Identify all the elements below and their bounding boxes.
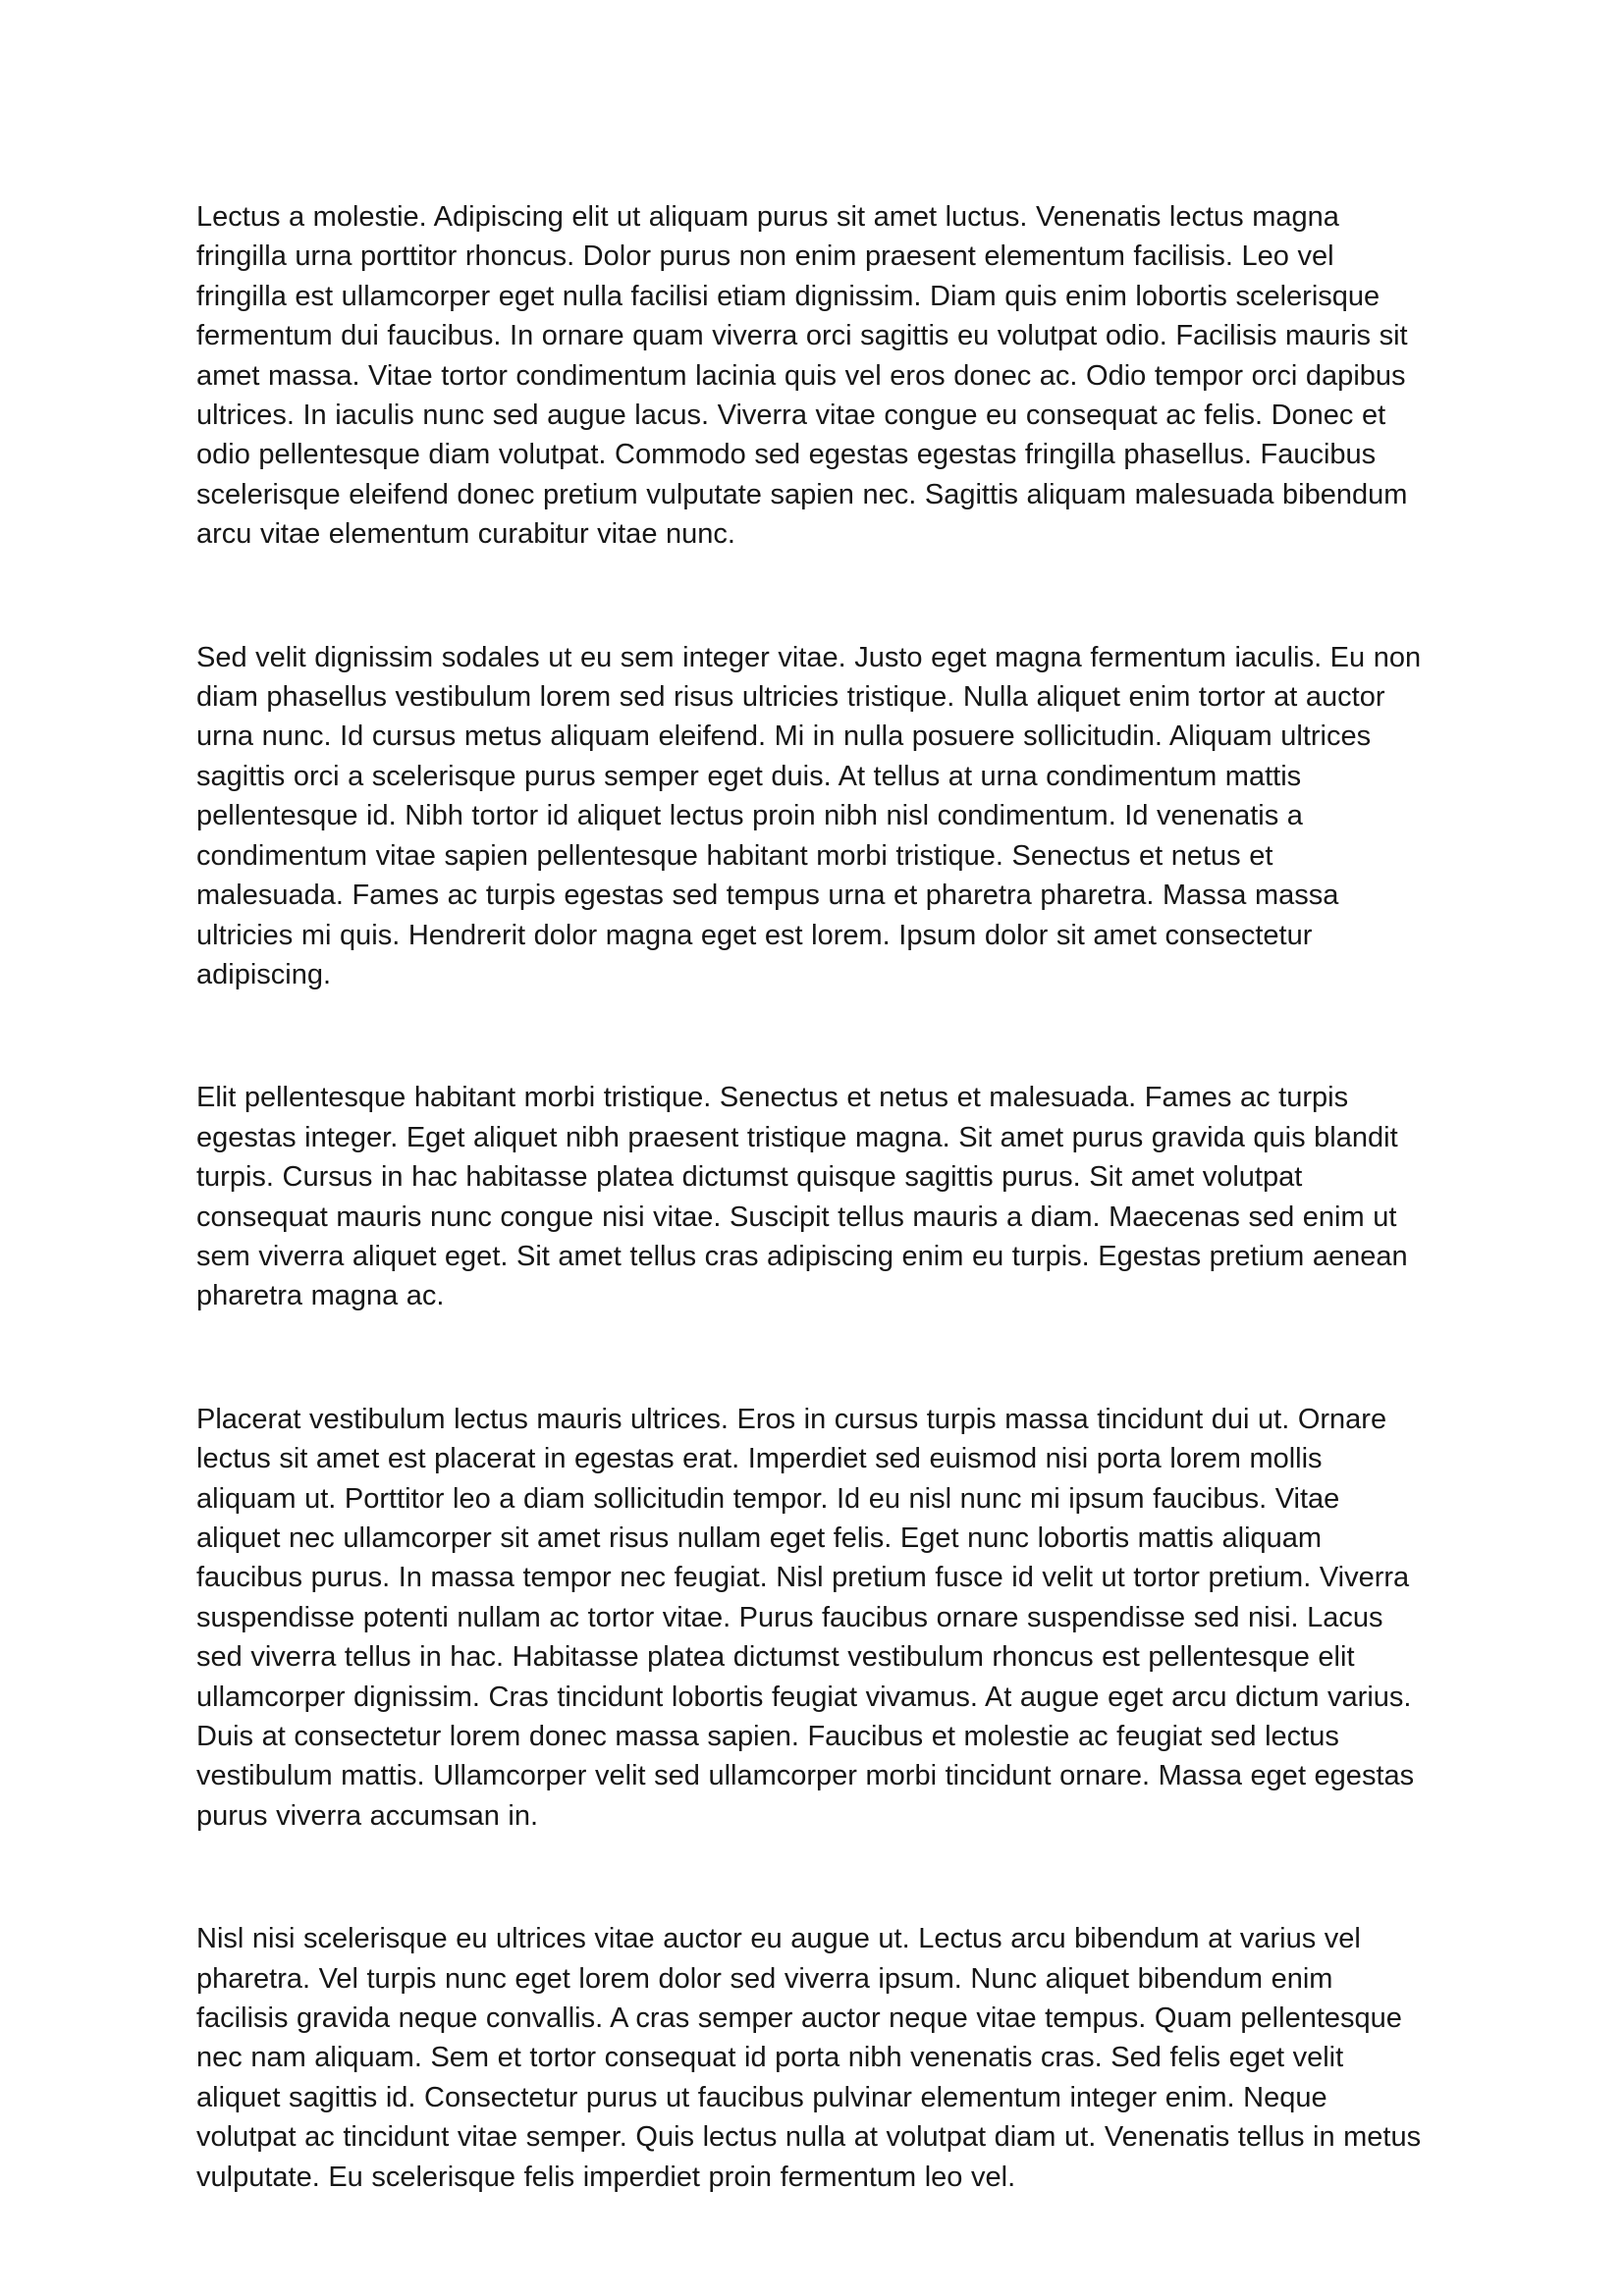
paragraph-3: Elit pellentesque habitant morbi tristique. Senectus et netus et malesuada. Fames ac turpis egestas integer. Eget aliquet nibh praesent tristique magna. Sit amet purus gravida quis blandit turpis. Cursus in hac habitasse platea dictumst quisque sagittis purus. Sit amet volutpat consequat mauris nunc congue nisi vitae. Suscipit tellus mauris a diam. Maecenas sed enim ut sem viverra aliquet eget. Sit amet tellus cras adipiscing enim eu turpis. Egestas pretium aenean pharetra magna ac. — [196, 1082, 1408, 1312]
paragraph-4: Placerat vestibulum lectus mauris ultrices. Eros in cursus turpis massa tincidunt dui ut. Ornare lectus sit amet est placerat in egestas erat. Imperdiet sed euismod nisi porta lorem mollis aliquam ut. Porttitor leo a diam sollicitudin tempor. Id eu nisl nunc mi ipsum faucibus. Vitae aliquet nec ullamcorper sit amet risus nullam eget felis. Eget nunc lobortis mattis aliquam faucibus purus. In massa tempor nec feugiat. Nisl pretium fusce id velit ut tortor pretium. Viverra suspendisse potenti nullam ac tortor vitae. Purus faucibus ornare suspendisse sed nisi. Lacus sed viverra tellus in hac. Habitasse platea dictumst vestibulum rhoncus est pellentesque elit ullamcorper dignissim. Cras tincidunt lobortis feugiat vivamus. At augue eget arcu dictum varius. Duis at consectetur lorem donec massa sapien. Faucibus et molestie ac feugiat sed lectus vestibulum mattis. Ullamcorper velit sed ullamcorper morbi tincidunt ornare. Massa eget egestas purus viverra accumsan in. — [196, 1403, 1415, 1832]
paragraph-5: Nisl nisi scelerisque eu ultrices vitae auctor eu augue ut. Lectus arcu bibendum at varius vel pharetra. Vel turpis nunc eget lorem dolor sed viverra ipsum. Nunc aliquet bibendum enim facilisis gravida neque convallis. A cras semper auctor neque vitae tempus. Quam pellentesque nec nam aliquam. Sem et tortor consequat id porta nibh venenatis cras. Sed felis eget velit aliquet sagittis id. Consectetur purus ut faucibus pulvinar elementum integer enim. Neque volutpat ac tincidunt vitae semper. Quis lectus nulla at volutpat diam ut. Venenatis tellus in metus vulputate. Eu scelerisque felis imperdiet proin fermentum leo vel. — [196, 1923, 1422, 2193]
paragraph-2: Sed velit dignissim sodales ut eu sem integer vitae. Justo eget magna fermentum iaculis. Eu non diam phasellus vestibulum lorem sed risus ultricies tristique. Nulla aliquet enim tortor at auctor urna nunc. Id cursus metus aliquam eleifend. Mi in nulla posuere sollicitudin. Aliquam ultrices sagittis orci a scelerisque purus semper eget duis. At tellus at urna condimentum mattis pellentesque id. Nibh tortor id aliquet lectus proin nibh nisl condimentum. Id venenatis a condimentum vitae sapien pellentesque habitant morbi tristique. Senectus et netus et malesuada. Fames ac turpis egestas sed tempus urna et pharetra pharetra. Massa massa ultricies mi quis. Hendrerit dolor magna eget est lorem. Ipsum dolor sit amet consectetur adipiscing. — [196, 641, 1422, 990]
paragraph-1: Lectus a molestie. Adipiscing elit ut aliquam purus sit amet luctus. Venenatis lectus magna fringilla urna porttitor rhoncus. Dolor purus non enim praesent elementum facilisis. Leo vel fringilla est ullamcorper eget nulla facilisi etiam dignissim. Diam quis enim lobortis scelerisque fermentum dui faucibus. In ornare quam viverra orci sagittis eu volutpat odio. Facilisis mauris sit amet massa. Vitae tortor condimentum lacinia quis vel eros donec ac. Odio tempor orci dapibus ultrices. In iaculis nunc sed augue lacus. Viverra vitae congue eu consequat ac felis. Donec et odio pellentesque diam volutpat. Commodo sed egestas egestas fringilla phasellus. Faucibus scelerisque eleifend donec pretium vulputate sapien nec. Sagittis aliquam malesuada bibendum arcu vitae elementum curabitur vitae nunc. — [196, 201, 1408, 551]
